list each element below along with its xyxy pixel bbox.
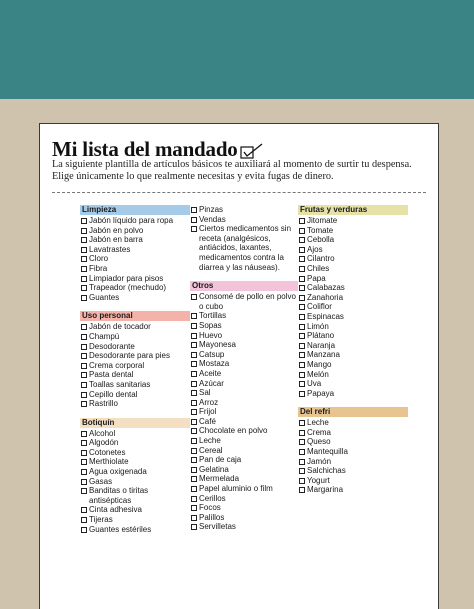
checkbox-icon[interactable] xyxy=(299,362,305,368)
checklist-item[interactable] xyxy=(190,398,298,408)
checkbox-icon[interactable] xyxy=(299,237,305,243)
checkbox-icon[interactable] xyxy=(191,294,197,300)
checklist-item-label: Salchichas xyxy=(307,466,346,476)
checklist-item-label: Manzana xyxy=(307,350,340,360)
checklist-item[interactable] xyxy=(80,370,190,380)
checkbox-icon[interactable] xyxy=(191,390,197,396)
checklist-item[interactable] xyxy=(190,407,298,417)
checklist-item[interactable] xyxy=(298,245,408,255)
checklist-item[interactable] xyxy=(190,417,298,427)
checklist-item-label: Espinacas xyxy=(307,311,344,321)
column-3 xyxy=(298,205,408,495)
checkbox-icon[interactable] xyxy=(191,381,197,387)
checkbox-icon[interactable] xyxy=(299,449,305,455)
checklist-item[interactable] xyxy=(80,467,190,477)
checkbox-check-icon xyxy=(240,142,264,160)
checkbox-icon[interactable] xyxy=(299,333,305,339)
checkbox-icon[interactable] xyxy=(299,459,305,465)
checklist-item[interactable] xyxy=(298,418,408,428)
checklist-item-label: Pan de caja xyxy=(199,455,242,465)
checklist-item[interactable] xyxy=(298,389,408,399)
checklist-item[interactable] xyxy=(80,322,190,332)
checklist-item-label: Cerillos xyxy=(199,493,226,503)
checklist-item[interactable] xyxy=(190,522,298,532)
checklist-item[interactable] xyxy=(298,437,408,447)
checkbox-icon[interactable] xyxy=(81,256,87,262)
checkbox-icon[interactable] xyxy=(299,266,305,272)
checklist-item[interactable] xyxy=(80,245,190,255)
checklist-item-label: Chiles xyxy=(307,263,330,273)
checklist-item[interactable] xyxy=(298,312,408,322)
checklist-item[interactable] xyxy=(80,254,190,264)
checklist-item-label: Cebolla xyxy=(307,235,335,245)
checklist-item[interactable] xyxy=(298,360,408,370)
checkbox-icon[interactable] xyxy=(81,363,87,369)
checkbox-icon[interactable] xyxy=(81,440,87,446)
checklist-item[interactable] xyxy=(298,254,408,264)
checklist-item-label: Papaya xyxy=(307,388,335,398)
checkbox-icon[interactable] xyxy=(191,342,197,348)
checklist-item[interactable] xyxy=(80,429,190,439)
category-spacer xyxy=(298,398,408,407)
checklist-item[interactable] xyxy=(298,216,408,226)
checklist-item-label: Yogurt xyxy=(307,475,330,485)
checklist-item[interactable] xyxy=(80,448,190,458)
checkbox-icon[interactable] xyxy=(299,372,305,378)
checkbox-icon[interactable] xyxy=(191,323,197,329)
checklist-item[interactable] xyxy=(80,380,190,390)
checklist-item-label: Cotonetes xyxy=(89,447,126,457)
checklist-item[interactable] xyxy=(298,447,408,457)
checklist-item[interactable] xyxy=(190,455,298,465)
checklist-item[interactable] xyxy=(80,274,190,284)
page-title: Mi lista del mandado xyxy=(52,137,238,161)
checklist-item-label: Mango xyxy=(307,359,332,369)
checkbox-icon[interactable] xyxy=(191,496,197,502)
checklist-item[interactable] xyxy=(80,226,190,236)
checklist-item-label: Palillos xyxy=(199,512,225,522)
checklist-item[interactable] xyxy=(298,331,408,341)
checklist-item[interactable] xyxy=(190,446,298,456)
checklist-item-label: Tortillas xyxy=(199,311,227,321)
checklist-item-label: Ajos xyxy=(307,244,323,254)
checkbox-icon[interactable] xyxy=(81,324,87,330)
checkbox-icon[interactable] xyxy=(191,457,197,463)
checkbox-icon[interactable] xyxy=(191,226,197,232)
checklist-item-label: Sal xyxy=(199,388,211,398)
checklist-item-label: Guantes xyxy=(89,292,120,302)
checklist-item[interactable] xyxy=(298,341,408,351)
category-heading: Del refri xyxy=(298,407,408,417)
checklist-item-label: Leche xyxy=(199,436,221,446)
checklist-item[interactable] xyxy=(190,359,298,369)
checkbox-icon[interactable] xyxy=(299,285,305,291)
checklist-item[interactable] xyxy=(190,484,298,494)
checklist-item[interactable] xyxy=(298,264,408,274)
checkbox-icon[interactable] xyxy=(81,353,87,359)
column-2 xyxy=(190,205,298,532)
dashed-divider xyxy=(52,192,426,193)
checklist-item[interactable] xyxy=(190,224,298,272)
checklist-item-label: Jabón en polvo xyxy=(89,225,144,235)
checkbox-icon[interactable] xyxy=(299,487,305,493)
checklist-item-label: Limpiador para pisos xyxy=(89,273,164,283)
checklist-item[interactable] xyxy=(80,486,190,505)
checklist-item[interactable] xyxy=(80,515,190,525)
checklist-item-label: Jabón en barra xyxy=(89,235,143,245)
checkbox-icon[interactable] xyxy=(299,256,305,262)
checkbox-icon[interactable] xyxy=(81,276,87,282)
checklist-item-label: Tijeras xyxy=(89,515,113,525)
checklist-item[interactable] xyxy=(80,390,190,400)
checklist-item[interactable] xyxy=(190,311,298,321)
category-spacer xyxy=(190,272,298,281)
checklist-item[interactable] xyxy=(80,216,190,226)
checklist-item[interactable] xyxy=(190,331,298,341)
checkbox-icon[interactable] xyxy=(299,324,305,330)
checklist-item-label: Crema xyxy=(307,427,332,437)
checkbox-icon[interactable] xyxy=(191,428,197,434)
checklist-item[interactable] xyxy=(298,226,408,236)
checkbox-icon[interactable] xyxy=(299,304,305,310)
checklist-item[interactable] xyxy=(190,205,298,215)
checklist-item[interactable] xyxy=(298,466,408,476)
checklist-item-label: Agua oxigenada xyxy=(89,467,147,477)
checklist-item[interactable] xyxy=(80,457,190,467)
checklist-item-label: Jitomate xyxy=(307,216,338,225)
checklist-item[interactable] xyxy=(190,388,298,398)
checklist-item[interactable] xyxy=(190,465,298,475)
checklist-item[interactable] xyxy=(80,505,190,515)
checklist-item-label: Azúcar xyxy=(199,378,224,388)
checklist-item[interactable] xyxy=(190,215,298,225)
checklist-item[interactable] xyxy=(298,350,408,360)
checklist-item-label: Mantequilla xyxy=(307,447,348,457)
checkbox-icon[interactable] xyxy=(299,420,305,426)
checkbox-icon[interactable] xyxy=(191,419,197,425)
checklist-item-label: Toallas sanitarias xyxy=(89,379,151,389)
checklist-item-label: Pasta dental xyxy=(89,370,134,380)
checkbox-icon[interactable] xyxy=(81,382,87,388)
checkbox-icon[interactable] xyxy=(191,448,197,454)
checkbox-icon[interactable] xyxy=(191,438,197,444)
checklist-item-label: Aceite xyxy=(199,368,222,378)
checklist-item-label: Cinta adhesiva xyxy=(89,505,142,515)
checklist-item-label: Zanahoria xyxy=(307,292,344,302)
checklist-item-label: Focos xyxy=(199,503,221,513)
checkbox-icon[interactable] xyxy=(81,431,87,437)
checkbox-icon[interactable] xyxy=(299,439,305,445)
checklist-item-label: Gasas xyxy=(89,476,113,486)
checkbox-icon[interactable] xyxy=(191,361,197,367)
checklist-item[interactable] xyxy=(190,503,298,513)
category-spacer xyxy=(80,302,190,311)
checkbox-icon[interactable] xyxy=(191,476,197,482)
checkbox-icon[interactable] xyxy=(191,505,197,511)
checklist-item[interactable] xyxy=(190,426,298,436)
checkbox-icon[interactable] xyxy=(299,352,305,358)
checklist-item-label: Arroz xyxy=(199,397,219,407)
checkbox-icon[interactable] xyxy=(81,469,87,475)
checklist-item-label: Coliflor xyxy=(307,302,332,312)
checklist-item-label: Queso xyxy=(307,437,331,447)
checklist-item[interactable] xyxy=(80,525,190,535)
checkbox-icon[interactable] xyxy=(299,295,305,301)
checkbox-icon[interactable] xyxy=(81,479,87,485)
checkbox-icon[interactable] xyxy=(299,247,305,253)
checkbox-icon[interactable] xyxy=(191,217,197,223)
checkbox-icon[interactable] xyxy=(299,391,305,397)
header-band xyxy=(0,0,474,99)
checkbox-icon[interactable] xyxy=(81,218,87,224)
intro-text: La siguiente plantilla de artículos básicos te auxiliará al momento de surtir tu despensa. Elige únicamente lo que realmente necesitas y evita fugas de dinero. xyxy=(52,159,412,182)
checkbox-icon[interactable] xyxy=(299,228,305,234)
checklist-item[interactable] xyxy=(80,342,190,352)
checklist-item[interactable] xyxy=(80,477,190,487)
checklist-item[interactable] xyxy=(190,350,298,360)
checkbox-icon[interactable] xyxy=(81,459,87,465)
checklist-item-label: Frijol xyxy=(199,407,217,417)
checklist-item-label: Fibra xyxy=(89,263,108,273)
category-heading: Botiquín xyxy=(80,418,190,428)
checklist-item[interactable] xyxy=(298,485,408,495)
column-1 xyxy=(80,205,190,534)
checkbox-icon[interactable] xyxy=(81,295,87,301)
checklist-item[interactable] xyxy=(190,340,298,350)
checklist-item-label: Cloro xyxy=(89,254,109,264)
checklist-item-label: Papa xyxy=(307,273,326,283)
checklist-item[interactable] xyxy=(298,379,408,389)
checklist-item[interactable] xyxy=(80,264,190,274)
checklist-item[interactable] xyxy=(298,476,408,486)
checklist-item[interactable] xyxy=(190,379,298,389)
checklist-item-label: Mermelada xyxy=(199,474,240,484)
checklist-item[interactable] xyxy=(80,293,190,303)
checklist-item-label: Rastrillo xyxy=(89,399,118,409)
checklist-item-label: Chocolate en polvo xyxy=(199,426,268,436)
checklist-item-label: Mayonesa xyxy=(199,340,236,350)
checkbox-icon[interactable] xyxy=(191,400,197,406)
checklist-item-label: Jabón líquido para ropa xyxy=(89,216,174,225)
checkbox-icon[interactable] xyxy=(191,371,197,377)
checkbox-icon[interactable] xyxy=(81,228,87,234)
checkbox-icon[interactable] xyxy=(299,276,305,282)
checklist-item-label: Cereal xyxy=(199,445,223,455)
checklist-item-label: Alcohol xyxy=(89,428,116,438)
checklist-item-label: Ciertos medicamentos sin receta (analgésicos, antiácidos, laxantes, medicamentos contra la diarrea y las náuseas). xyxy=(199,224,292,272)
checklist-item-label: Melón xyxy=(307,369,329,379)
checkbox-icon[interactable] xyxy=(191,333,197,339)
checklist-item[interactable] xyxy=(190,369,298,379)
checklist-item-label: Catsup xyxy=(199,349,225,359)
checklist-item-label: Banditas o tiritas antisépticas xyxy=(89,486,149,505)
checklist-item-label: Trapeador (mechudo) xyxy=(89,283,167,293)
checkbox-icon[interactable] xyxy=(81,392,87,398)
category-heading: Uso personal xyxy=(80,311,190,321)
checkbox-icon[interactable] xyxy=(81,401,87,407)
checklist-item[interactable] xyxy=(190,494,298,504)
checklist-item[interactable] xyxy=(80,399,190,409)
checklist-item-label: Plátano xyxy=(307,331,335,341)
checkbox-icon[interactable] xyxy=(299,314,305,320)
checklist-item-label: Pinzas xyxy=(199,205,224,214)
checklist-item-label: Desodorante para pies xyxy=(89,351,170,361)
checklist-item-label: Vendas xyxy=(199,214,226,224)
checkbox-icon[interactable] xyxy=(81,247,87,253)
checklist-item-label: Merthiolate xyxy=(89,457,129,467)
checkbox-icon[interactable] xyxy=(191,207,197,213)
checklist-item[interactable] xyxy=(190,436,298,446)
checklist-item-label: Cepillo dental xyxy=(89,389,138,399)
title-row xyxy=(52,138,264,160)
checkbox-icon[interactable] xyxy=(81,488,87,494)
checklist-item[interactable] xyxy=(298,293,408,303)
checklist-item-label: Gelatina xyxy=(199,464,229,474)
checkbox-icon[interactable] xyxy=(81,334,87,340)
checkbox-icon[interactable] xyxy=(191,352,197,358)
checklist-item-label: Servilletas xyxy=(199,522,236,532)
checkbox-icon[interactable] xyxy=(81,527,87,533)
checklist-item[interactable] xyxy=(298,302,408,312)
checklist-item-label: Café xyxy=(199,416,216,426)
checkbox-icon[interactable] xyxy=(191,313,197,319)
checklist-item[interactable] xyxy=(80,235,190,245)
checkbox-icon[interactable] xyxy=(299,478,305,484)
checklist-item-label: Papel aluminio o film xyxy=(199,484,273,494)
checklist-item-label: Sopas xyxy=(199,320,222,330)
checkbox-icon[interactable] xyxy=(81,344,87,350)
checkbox-icon[interactable] xyxy=(299,218,305,224)
category-heading: Otros xyxy=(190,281,298,291)
checklist-item[interactable] xyxy=(190,474,298,484)
checklist-item-label: Desodorante xyxy=(89,341,135,351)
checklist-item-label: Cilantro xyxy=(307,254,335,264)
checklist-item[interactable] xyxy=(80,351,190,361)
checklist-item-label: Jabón de tocador xyxy=(89,322,151,332)
checkbox-icon[interactable] xyxy=(191,409,197,415)
checkbox-icon[interactable] xyxy=(81,266,87,272)
checkbox-icon[interactable] xyxy=(191,467,197,473)
checklist-item-label: Huevo xyxy=(199,330,223,340)
checkbox-icon[interactable] xyxy=(81,285,87,291)
checklist-item[interactable] xyxy=(80,283,190,293)
checklist-item-label: Crema corporal xyxy=(89,360,145,370)
checkbox-icon[interactable] xyxy=(81,507,87,513)
checklist-item-label: Leche xyxy=(307,418,329,428)
checklist-item-label: Uva xyxy=(307,379,322,389)
checklist-item[interactable] xyxy=(298,235,408,245)
checklist-item-label: Consomé de pollo en polvo o cubo xyxy=(199,292,296,311)
checklist-item[interactable] xyxy=(298,283,408,293)
checkbox-icon[interactable] xyxy=(191,515,197,521)
checklist-item[interactable] xyxy=(190,292,298,311)
checklist-item-label: Algodón xyxy=(89,438,119,448)
checklist-item[interactable] xyxy=(298,370,408,380)
checklist-item-label: Lavatrastes xyxy=(89,244,131,254)
checklist-item-label: Margarina xyxy=(307,485,344,495)
checklist-item-label: Calabazas xyxy=(307,283,345,293)
checklist-item-label: Limón xyxy=(307,321,329,331)
checklist-item[interactable] xyxy=(80,361,190,371)
checklist-card xyxy=(39,123,439,609)
checkbox-icon[interactable] xyxy=(191,524,197,530)
checklist-item[interactable] xyxy=(298,322,408,332)
checklist-item-label: Mostaza xyxy=(199,359,230,369)
checklist-item[interactable] xyxy=(190,513,298,523)
checkbox-icon[interactable] xyxy=(191,486,197,492)
checkbox-icon[interactable] xyxy=(81,517,87,523)
category-heading: Limpieza xyxy=(80,205,190,215)
category-heading: Frutas y verduras xyxy=(298,205,408,215)
checklist-item[interactable] xyxy=(298,274,408,284)
checklist-item-label: Naranja xyxy=(307,340,336,350)
checklist-item-label: Guantes estériles xyxy=(89,524,152,534)
checklist-item[interactable] xyxy=(190,321,298,331)
checklist-item-label: Jamón xyxy=(307,456,332,466)
checkbox-icon[interactable] xyxy=(299,343,305,349)
checkbox-icon[interactable] xyxy=(81,372,87,378)
category-spacer xyxy=(80,409,190,418)
checklist-item[interactable] xyxy=(298,428,408,438)
checkbox-icon[interactable] xyxy=(299,381,305,387)
checklist-item-label: Champú xyxy=(89,331,120,341)
checklist-item[interactable] xyxy=(80,332,190,342)
checklist-item[interactable] xyxy=(298,457,408,467)
checkbox-icon[interactable] xyxy=(299,468,305,474)
checkbox-icon[interactable] xyxy=(299,430,305,436)
checkbox-icon[interactable] xyxy=(81,450,87,456)
checklist-item-label: Tomate xyxy=(307,225,334,235)
checkbox-icon[interactable] xyxy=(81,237,87,243)
checklist-item[interactable] xyxy=(80,438,190,448)
